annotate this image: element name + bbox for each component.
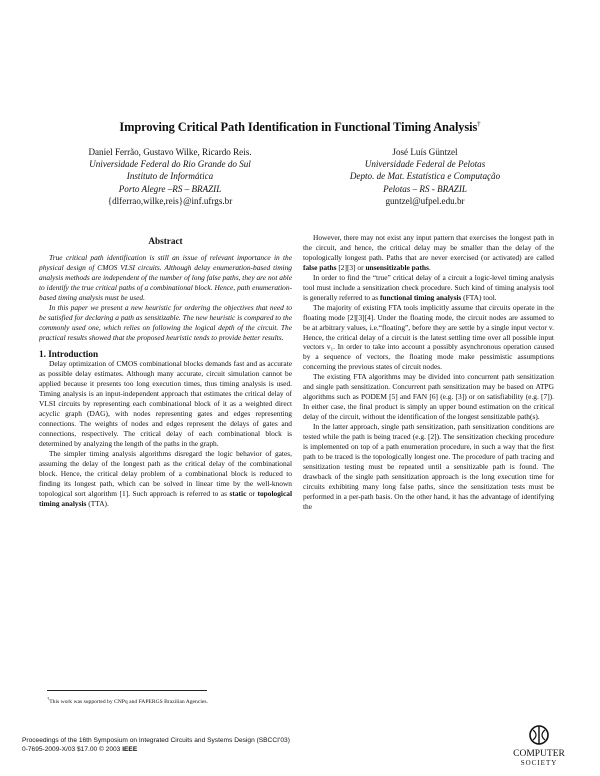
body-paragraph: The existing FTA algorithms may be divided into concurrent path sensitization and single path sensitization. Concurrent path sensitization may be based on ATPG algorithms such as PODEM [5] and FAN [6] (e.g. [3]) or on satisfiability (e.g. [7]). In either case, the final product is simply an upper bound estimation on the critical delay of the circuit, without the identification of the longest sensitizable path(s). bbox=[303, 372, 554, 422]
university-left: Universidade Federal do Rio Grande do Sul bbox=[89, 159, 251, 170]
body-paragraph: The simpler timing analysis algorithms disregard the logic behavior of gates, assuming the delay of the longest path as the critical delay of the combinational block. Hence, the critical delay problem of a combinational block is reduced to finding its longest path, which can be solved in linear time by the well-known topological sort algorithm [1]. Such approach is referred to as static or topological timing analysis (TTA). bbox=[39, 449, 293, 508]
page-footer bbox=[22, 736, 290, 754]
footnote: †This work was supported by CNPq and FAPERGS Brazilian Agencies. bbox=[47, 696, 208, 705]
abstract-section bbox=[39, 237, 292, 343]
logo-text-computer: COMPUTER bbox=[513, 749, 565, 759]
body-paragraph: In order to find the “true” critical delay of a circuit a logic-level timing analysis tool must include a sensitization check procedure. Such kind of timing analysis tool is generally referred to as functional timing analysis (FTA) tool. bbox=[303, 272, 554, 302]
location-right: Pelotas – RS - BRAZIL bbox=[383, 183, 467, 194]
abstract-paragraph: In this paper we present a new heuristic for ordering the objectives that need to be satisfied for declaring a path as sensitizable. The new heuristic is compared to the commonly used one, which relies on following the logical depth of the circuit. The practical results showed that the proposed heuristic tends to provide better results. bbox=[39, 302, 292, 342]
abstract-heading: Abstract bbox=[148, 236, 183, 246]
footnote-mark: † bbox=[47, 696, 50, 701]
logo-text-society: SOCIETY bbox=[520, 759, 558, 767]
computer-society-emblem-icon bbox=[530, 726, 548, 744]
author-names-right: José Luís Güntzel bbox=[392, 147, 458, 157]
body-paragraph: However, there may not exist any input pattern that exercises the longest path in the circuit, and hence, the critical delay may be smaller than the delay of the topologically longest path. Paths that are never exercised (or activated) are called false paths [2][3] or unsensitizable paths. bbox=[303, 233, 554, 272]
left-column bbox=[39, 237, 292, 509]
footnote-divider bbox=[47, 690, 207, 691]
title-footnote-mark: † bbox=[477, 120, 481, 128]
right-column bbox=[303, 233, 554, 512]
paper-title: Improving Critical Path Identification in Functional Timing Analysis† bbox=[119, 120, 481, 135]
abstract-paragraph: True critical path identification is still an issue of relevant importance in the physical design of CMOS VLSI circuits. Although delay enumeration-based timing analysis methods are independent of the number of long false paths, they are not able to identify the true critical paths of a combinational block. Hence, path enumeration-based timing analysis must be used. bbox=[39, 252, 292, 302]
authors-right bbox=[300, 146, 550, 207]
institute-left: Instituto de Informática bbox=[126, 171, 214, 182]
footer-isbn: 0-7695-2009-X/03 $17.00 © 2003 IEEE bbox=[22, 746, 138, 754]
footer-proceedings: Proceedings of the 16th Symposium on Integrated Circuits and Systems Design (SBCCI’03) bbox=[22, 737, 290, 744]
ieee-label: IEEE bbox=[122, 746, 138, 754]
department-right: Depto. de Mat. Estatística e Computação bbox=[349, 171, 501, 182]
university-right: Universidade Federal de Pelotas bbox=[364, 159, 486, 170]
authors-left bbox=[45, 146, 295, 207]
email-right[interactable]: guntzel@ufpel.edu.br bbox=[385, 195, 465, 206]
location-left: Porto Alegre –RS – BRAZIL bbox=[118, 183, 222, 194]
body-paragraph: The majority of existing FTA tools implicitly assume that circuits operate in the floating mode [2][3][4]. Under the floating mode, the circuit nodes are assumed to be at arbitrary values, i.e.“floating”, before they are settle by a single input vector v. Hence, the critical delay of a circuit is the latest settling time over all possible input vectors v₁. In order to take into account a possibly asynchronous operation caused by a sequence of vectors, the floating mode make pessimistic assumptions concerning the previous states of circuit nodes. bbox=[303, 302, 554, 372]
body-paragraph: In the latter approach, single path sensitization, path sensitization conditions are tested while the path is being traced (e.g. [2]). The sensitization checking procedure is implemented on top of a path enumeration procedure, in such a way that the first path to be traced is the topologically longest one. The procedure of path tracing and sensitization testing must be repeated until a sensitizable path is found. The drawback of the single path sensitization approach is the long execution time for circuits exhibiting many long false paths, since the sensitization tests must be performed in a per-path basis. On the other hand, it has the advantage of identifying the bbox=[303, 422, 554, 511]
introduction-heading: 1. Introduction bbox=[39, 348, 99, 359]
body-paragraph: Delay optimization of CMOS combinational blocks demands fast and as accurate as possible delay estimates. Although many accurate, circuit simulation cannot be applied because it presents too long execution times, thus timing analysis is used. Timing analysis is an input-independent approach that estimates the critical delay of VLSI circuits by representing each combinational block of it as a weighted direct acyclic graph (DAG), with nodes representing gates and edges representing connections. The weights of nodes and edges represent the delays of gates and connections, respectively. The critical delay of each combinational block is determined by analyzing the length of the paths in the graph. bbox=[39, 359, 292, 449]
computer-society-logo bbox=[506, 724, 572, 768]
email-left[interactable]: {dlferrao,wilke,reis}@inf.ufrgs.br bbox=[107, 195, 233, 206]
author-names-left: Daniel Ferrão, Gustavo Wilke, Ricardo Reis. bbox=[88, 147, 252, 157]
